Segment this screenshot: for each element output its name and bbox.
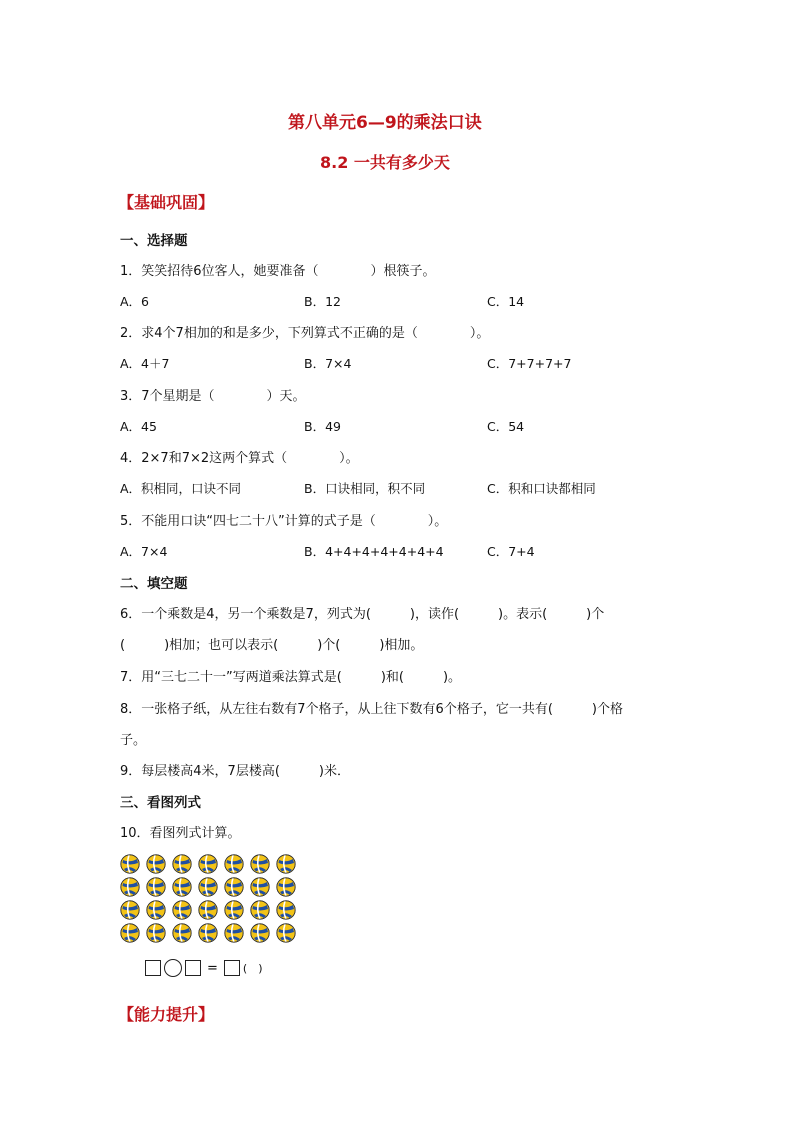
q5-option-c: C．7+4 — [487, 544, 535, 559]
volleyball-grid — [120, 854, 304, 946]
volleyball-icon — [172, 923, 192, 943]
page-title: 第八单元6—9的乘法口诀 — [288, 113, 482, 133]
volleyball-icon — [276, 877, 296, 897]
q4-option-a: A．积相同，口诀不同 — [120, 481, 242, 496]
section-advanced: 【能力提升】 — [118, 1005, 215, 1024]
volleyball-icon — [276, 923, 296, 943]
question-1: 1．笑笑招待6位客人，她要准备（ ）根筷子。 — [120, 264, 436, 279]
part2-heading: 二、填空题 — [120, 576, 188, 592]
volleyball-icon — [146, 854, 166, 874]
q4-option-b: B．口诀相同，积不同 — [304, 481, 426, 496]
question-2: 2．求4个7相加的和是多少，下列算式不正确的是（ ）。 — [120, 326, 490, 341]
q1-option-b: B．12 — [304, 294, 341, 309]
volleyball-icon — [120, 877, 140, 897]
volleyball-icon — [276, 854, 296, 874]
volleyball-icon — [224, 900, 244, 920]
answer-box-3[interactable] — [224, 960, 240, 976]
volleyball-icon — [172, 877, 192, 897]
volleyball-icon — [224, 923, 244, 943]
page-subtitle: 8.2 一共有多少天 — [320, 153, 450, 172]
question-8-line2: 子。 — [120, 733, 147, 748]
volleyball-icon — [120, 854, 140, 874]
volleyball-icon — [224, 877, 244, 897]
q2-option-b: B．7×4 — [304, 356, 352, 371]
question-3: 3．7个星期是（ ）天。 — [120, 389, 306, 404]
q4-option-c: C．积和口诀都相同 — [487, 481, 596, 496]
answer-box-2[interactable] — [185, 960, 201, 976]
question-9: 9．每层楼高4米，7层楼高( )米． — [120, 764, 350, 779]
answer-box-1[interactable] — [145, 960, 161, 976]
answer-equation — [145, 959, 263, 977]
volleyball-icon — [224, 854, 244, 874]
question-5: 5．不能用口诀“四七二十八”计算的式子是（ ）。 — [120, 514, 448, 529]
question-8-line1: 8．一张格子纸，从左往右数有7个格子，从上往下数有6个格子，它一共有( )个格 — [120, 702, 623, 717]
operator-circle[interactable] — [164, 959, 182, 977]
q3-option-a: A．45 — [120, 419, 157, 434]
part1-heading: 一、选择题 — [120, 233, 188, 249]
q5-option-a: A．7×4 — [120, 544, 168, 559]
q3-option-c: C．54 — [487, 419, 525, 434]
volleyball-icon — [198, 900, 218, 920]
volleyball-icon — [250, 877, 270, 897]
question-7: 7．用“三七二十一”写两道乘法算式是( )和( )。 — [120, 670, 462, 685]
question-4: 4．2×7和7×2这两个算式（ ）。 — [120, 451, 359, 466]
q1-option-a: A．6 — [120, 294, 150, 309]
q2-option-c: C．7+7+7+7 — [487, 356, 572, 371]
part3-heading: 三、看图列式 — [120, 795, 201, 811]
section-basic: 【基础巩固】 — [118, 193, 215, 212]
q3-option-b: B．49 — [304, 419, 341, 434]
volleyball-icon — [198, 877, 218, 897]
volleyball-icon — [250, 923, 270, 943]
volleyball-icon — [276, 900, 296, 920]
volleyball-icon — [250, 900, 270, 920]
volleyball-icon — [172, 854, 192, 874]
question-6-line2: ( )相加；也可以表示( )个( )相加。 — [120, 638, 424, 653]
equals-sign: = — [207, 960, 218, 976]
volleyball-icon — [146, 900, 166, 920]
volleyball-icon — [146, 877, 166, 897]
volleyball-icon — [172, 900, 192, 920]
q5-option-b: B．4+4+4+4+4+4+4 — [304, 544, 444, 559]
question-6-line1: 6．一个乘数是4，另一个乘数是7，列式为( )，读作( )。表示( )个 — [120, 607, 605, 622]
unit-paren: ( ) — [242, 962, 263, 975]
volleyball-icon — [120, 923, 140, 943]
volleyball-icon — [250, 854, 270, 874]
q2-option-a: A．4＋7 — [120, 356, 170, 371]
volleyball-icon — [198, 854, 218, 874]
volleyball-icon — [120, 900, 140, 920]
q1-option-c: C．14 — [487, 294, 525, 309]
volleyball-icon — [146, 923, 166, 943]
volleyball-icon — [198, 923, 218, 943]
question-10: 10．看图列式计算。 — [120, 826, 241, 841]
